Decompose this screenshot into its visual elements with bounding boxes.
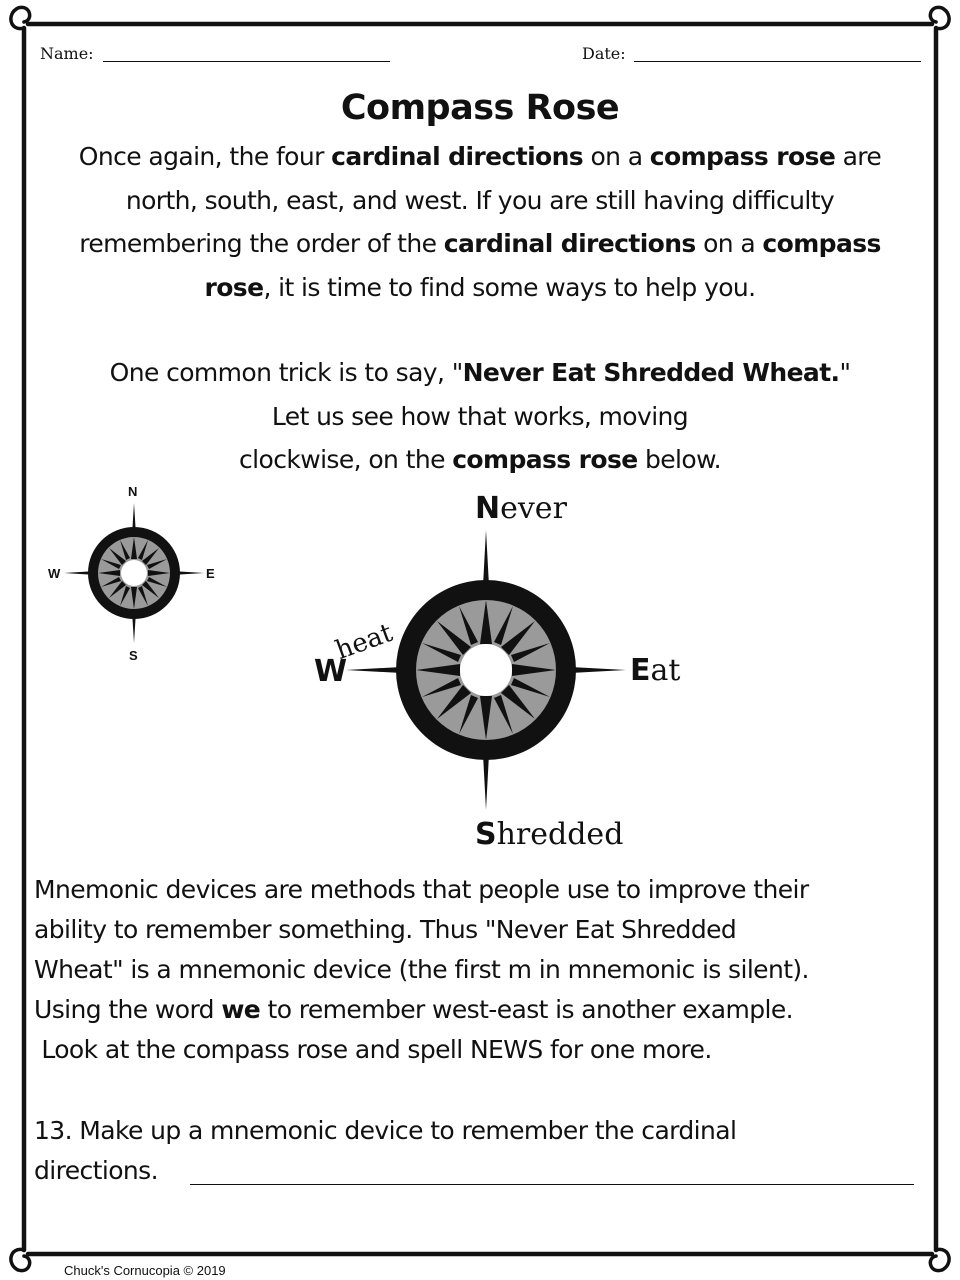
trick-line-3: clockwise, on the compass rose below. — [239, 445, 721, 474]
intro-line-1: Once again, the four cardinal directions on a compass rose are — [78, 142, 882, 171]
name-label: Name: — [40, 44, 94, 63]
compass-label-eat: Eat — [630, 653, 681, 688]
page-title: Compass Rose — [340, 88, 620, 128]
copyright-footer: Chuck's Cornucopia © 2019 — [64, 1263, 226, 1278]
mnemonic-line-1: Mnemonic devices are methods that people use to improve their — [34, 875, 809, 904]
compass-label-wheat-rest: heat — [331, 617, 397, 666]
small-compass-n: N — [128, 484, 138, 499]
name-field-line[interactable] — [103, 61, 390, 62]
question-13 — [34, 1111, 934, 1191]
mnemonic-line-5: Look at the compass rose and spell NEWS for one more. — [34, 1035, 712, 1064]
date-label: Date: — [582, 44, 626, 63]
date-field-line[interactable] — [634, 61, 921, 62]
question-line-2: directions. — [34, 1156, 158, 1185]
trick-line-2: Let us see how that works, moving — [271, 401, 689, 431]
mnemonic-line-2: ability to remember something. Thus "Never Eat Shredded — [34, 915, 737, 944]
small-compass-rose — [60, 495, 210, 655]
intro-paragraph — [20, 135, 940, 309]
question-line-1: 13. Make up a mnemonic device to remember the cardinal — [34, 1116, 737, 1145]
answer-line[interactable] — [190, 1184, 914, 1185]
mnemonic-line-4: Using the word we to remember west-east is another example. — [34, 995, 793, 1024]
small-compass-s: S — [129, 648, 138, 663]
compass-label-wheat-w: W — [314, 654, 348, 689]
intro-line-4: rose, it is time to find some ways to help you. — [204, 272, 756, 302]
mnemonic-paragraph — [34, 870, 934, 1070]
large-compass-rose — [330, 520, 642, 820]
trick-line-1: One common trick is to say, "Never Eat Shredded Wheat." — [109, 358, 851, 387]
intro-line-3: remembering the order of the cardinal directions on a compass — [79, 229, 881, 258]
compass-label-never: Never — [475, 491, 567, 526]
small-compass-e: E — [206, 566, 215, 581]
small-compass-w: W — [48, 566, 61, 581]
mnemonic-line-3: Wheat" is a mnemonic device (the first m in mnemonic is silent). — [34, 955, 809, 984]
intro-line-2: north, south, east, and west. If you are still having difficulty — [125, 185, 835, 215]
compass-label-shredded: Shredded — [475, 817, 624, 852]
trick-paragraph — [20, 351, 940, 482]
